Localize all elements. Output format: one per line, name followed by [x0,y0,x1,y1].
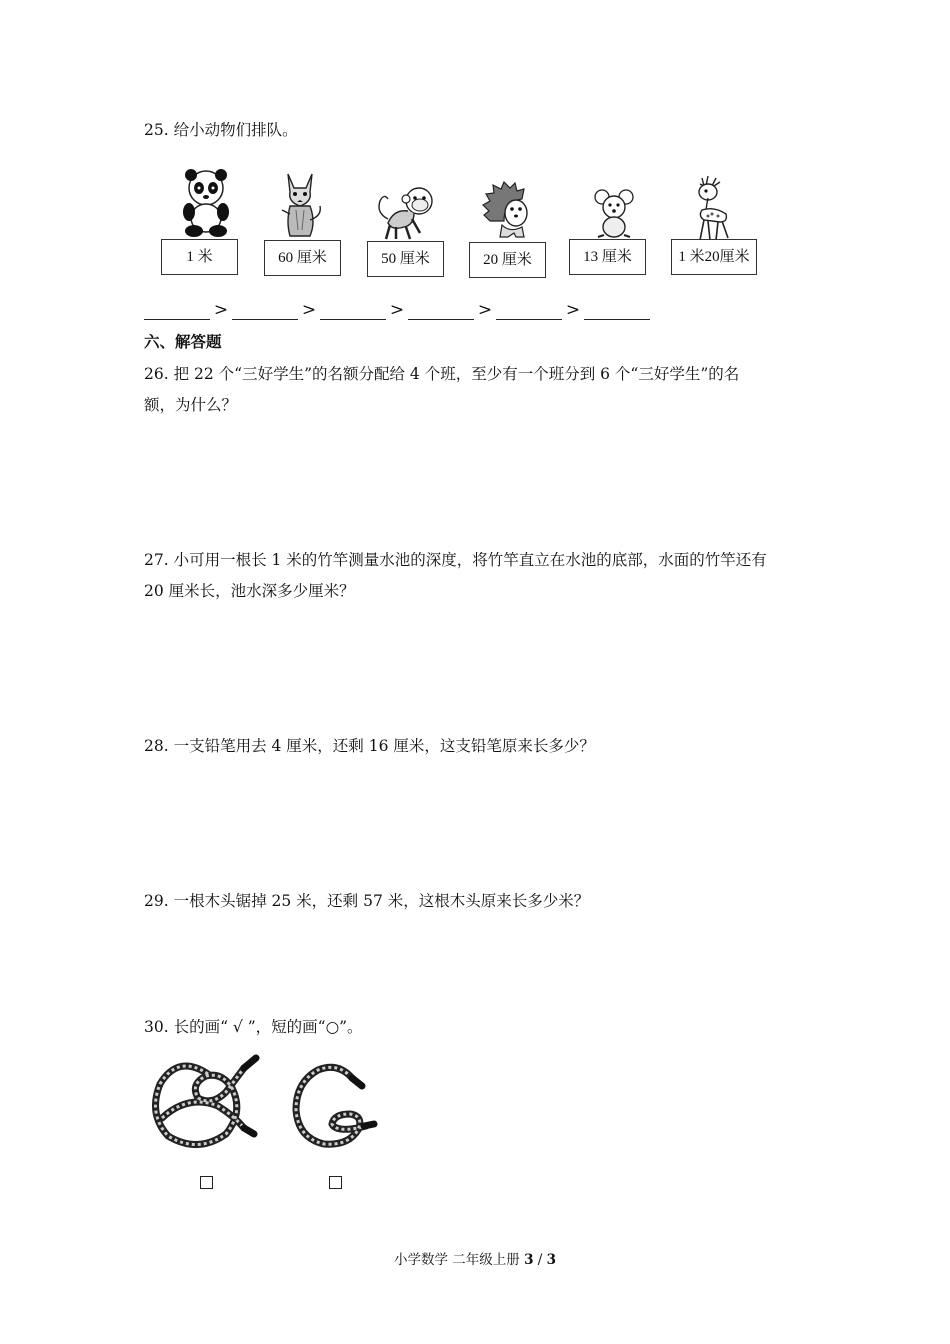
answer-blank[interactable] [232,301,298,320]
deer-icon [686,176,738,242]
monkey-icon [374,183,436,241]
short-rope-checkbox[interactable] [329,1176,342,1189]
panda-icon [176,168,236,238]
hedgehog-icon [482,181,532,241]
q29-text: 29. 一根木头锯掉 25 米，还剩 57 米，这根木头原来长多少米？ [144,892,590,910]
long-rope-checkbox[interactable] [200,1176,213,1189]
height-box-1: 1 米 [161,239,238,275]
greater-than-sign: > [213,300,229,320]
height-box-2: 60 厘米 [264,240,341,276]
greater-than-sign: > [301,300,317,320]
page-footer [0,1248,950,1268]
greater-than-sign: > [565,300,581,320]
height-box-6: 1 米20厘米 [671,239,757,275]
answer-blank[interactable] [144,301,210,320]
q30-text: 30. 长的画“ √ ”，短的画“○”。 [144,1018,363,1036]
ordering-answer-blanks [144,298,650,320]
footer-page-total: 3 [546,1252,557,1268]
footer-separator: / [533,1252,547,1268]
height-box-5: 13 厘米 [569,239,646,275]
footer-course: 小学数学 二年级上册 [393,1252,525,1268]
q26-line2: 额，为什么？ [144,396,238,414]
long-rope-icon [148,1054,260,1154]
greater-than-sign: > [389,300,405,320]
footer-page-number: 3 [524,1252,534,1268]
section-heading: 六、解答题 [144,333,222,351]
greater-than-sign: > [477,300,493,320]
answer-blank[interactable] [320,301,386,320]
height-box-3: 50 厘米 [367,241,444,277]
answer-blank[interactable] [408,301,474,320]
q28-text: 28. 一支铅笔用去 4 厘米，还剩 16 厘米，这支铅笔原来长多少？ [144,737,595,755]
height-box-4: 20 厘米 [469,242,546,278]
answer-blank[interactable] [584,301,650,320]
q27-line2: 20 厘米长，池水深多少厘米？ [144,582,355,600]
q27-line1: 27. 小可用一根长 1 米的竹竿测量水池的深度，将竹竿直立在水池的底部，水面的竹竿还有 [144,551,767,569]
short-rope-icon [288,1060,378,1152]
answer-blank[interactable] [496,301,562,320]
q26-line1: 26. 把 22 个“三好学生”的名额分配给 4 个班，至少有一个班分到 6 个“三好学生”的名 [144,365,740,383]
fox-icon [276,170,324,240]
mouse-icon [592,189,636,239]
q25-text: 25. 给小动物们排队。 [144,121,298,139]
